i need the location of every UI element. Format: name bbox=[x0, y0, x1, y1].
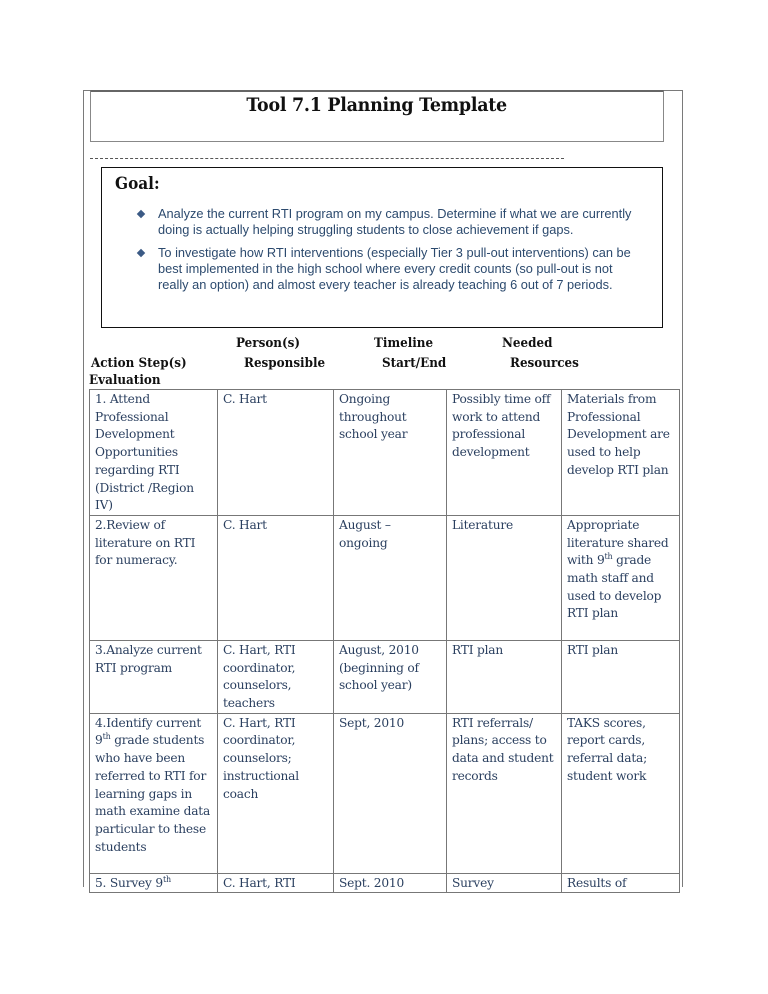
table-row bbox=[90, 713, 680, 873]
header-responsible: Responsible bbox=[244, 356, 326, 371]
header-evaluation: Evaluation bbox=[89, 373, 161, 388]
cell-action: 3.Analyze current RTI program bbox=[90, 640, 218, 713]
cell-timeline: August, 2010 (beginning of school year) bbox=[334, 640, 447, 713]
cell-resources: Possibly time off work to attend professional development bbox=[447, 390, 562, 516]
cell-action: 2.Review of literature on RTI for numeracy. bbox=[90, 515, 218, 640]
cell-timeline: August – ongoing bbox=[334, 515, 447, 640]
goal-box bbox=[101, 167, 663, 328]
header-persons: Person(s) bbox=[236, 336, 301, 351]
cell-evaluation: Materials from Professional Development are used to help develop RTI plan bbox=[562, 390, 680, 516]
cell-evaluation: RTI plan bbox=[562, 640, 680, 713]
cell-person: C. Hart, RTI bbox=[218, 873, 334, 893]
cell-action: 1. Attend Professional Development Opportunities regarding RTI (District /Region IV) bbox=[90, 390, 218, 516]
diamond-bullet-icon bbox=[137, 210, 145, 218]
header-timeline: Timeline bbox=[374, 336, 434, 351]
goal-item bbox=[102, 206, 662, 239]
goal-item-text: Analyze the current RTI program on my campus. Determine if what we are currently doing is actually helping struggling students to close achievement if gaps. bbox=[158, 206, 632, 238]
cell-person: C. Hart, RTI coordinator, counselors, teachers bbox=[218, 640, 334, 713]
table-row bbox=[90, 640, 680, 713]
table-header bbox=[89, 336, 679, 388]
table-row bbox=[90, 390, 680, 516]
cell-timeline: Sept, 2010 bbox=[334, 713, 447, 873]
table-row bbox=[90, 873, 680, 893]
cell-evaluation: TAKS scores, report cards, referral data; student work bbox=[562, 713, 680, 873]
goal-heading: Goal: bbox=[115, 174, 160, 194]
header-action-steps: Action Step(s) bbox=[91, 356, 187, 371]
title-box bbox=[90, 90, 664, 142]
cell-timeline: Ongoing throughout school year bbox=[334, 390, 447, 516]
cell-action: 4.Identify current 9th grade students who have been referred to RTI for learning gaps in math examine data particular to these students bbox=[90, 713, 218, 873]
separator-line bbox=[90, 158, 564, 159]
goal-list bbox=[102, 206, 662, 299]
cell-person: C. Hart bbox=[218, 515, 334, 640]
cell-action: 5. Survey 9th bbox=[90, 873, 218, 893]
header-needed: Needed bbox=[502, 336, 553, 351]
cell-evaluation: Appropriate literature shared with 9th grade math staff and used to develop RTI plan bbox=[562, 515, 680, 640]
header-resources: Resources bbox=[510, 356, 579, 371]
document-title: Tool 7.1 Planning Template bbox=[246, 94, 508, 116]
goal-item-text: To investigate how RTI interventions (especially Tier 3 pull-out interventions) can be best implemented in the high school where every credit counts (so pull-out is not really an option) and almost every teacher is already teaching 6 out of 7 periods. bbox=[158, 244, 631, 293]
goal-item bbox=[102, 245, 662, 294]
diamond-bullet-icon bbox=[137, 248, 145, 256]
cell-person: C. Hart bbox=[218, 390, 334, 516]
cell-resources: RTI plan bbox=[447, 640, 562, 713]
planning-table bbox=[89, 389, 680, 893]
table-row bbox=[90, 515, 680, 640]
header-start-end: Start/End bbox=[382, 356, 447, 371]
cell-resources: Survey bbox=[447, 873, 562, 893]
cell-timeline: Sept. 2010 bbox=[334, 873, 447, 893]
cell-resources: RTI referrals/ plans; access to data and student records bbox=[447, 713, 562, 873]
cell-person: C. Hart, RTI coordinator, counselors; instructional coach bbox=[218, 713, 334, 873]
cell-evaluation: Results of bbox=[562, 873, 680, 893]
cell-resources: Literature bbox=[447, 515, 562, 640]
